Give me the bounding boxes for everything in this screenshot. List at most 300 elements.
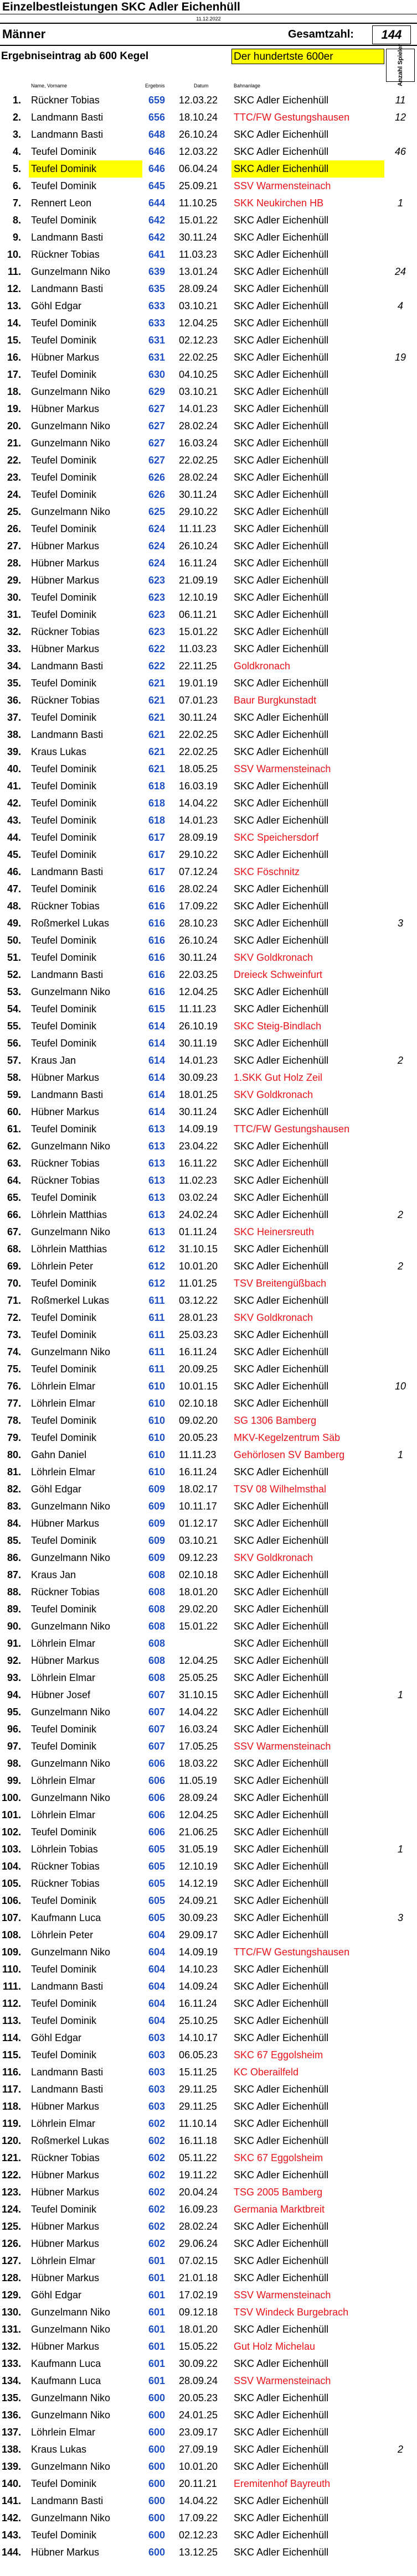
score-cell: 648: [148, 129, 166, 140]
date-cell: 07.01.23: [179, 695, 218, 706]
lane-cell: SKC Adler Eichenhüll: [234, 883, 329, 894]
lane-cell: MKV-Kegelzentrum Säb: [234, 1432, 341, 1443]
player-name-cell: Teufel Dominik: [31, 2478, 97, 2489]
lane-cell: SKC Adler Eichenhüll: [234, 1003, 329, 1014]
rank-cell: 16.: [7, 352, 21, 363]
lane-cell: SKC Adler Eichenhüll: [234, 369, 329, 380]
date-cell: 26.10.24: [179, 540, 218, 551]
table-row: [0, 1961, 417, 1978]
table-row: [0, 1361, 417, 1378]
table-row: [0, 2029, 417, 2047]
table-row: [0, 1206, 417, 1224]
player-name-cell: Landmann Basti: [31, 232, 104, 243]
date-cell: 11.11.23: [179, 1003, 217, 1014]
rank-cell: 127.: [1, 2255, 21, 2266]
rank-cell: 117.: [2, 2084, 21, 2095]
score-cell: 604: [148, 1998, 166, 2009]
rank-cell: 56.: [7, 1038, 21, 1049]
score-cell: 601: [148, 2255, 166, 2266]
lane-cell: Goldkronach: [234, 660, 291, 672]
rank-cell: 13.: [7, 300, 21, 311]
score-cell: 622: [148, 660, 166, 672]
date-cell: 14.04.22: [179, 2495, 218, 2506]
table-row: [0, 1481, 417, 1498]
player-name-cell: Hübner Markus: [31, 2547, 100, 2558]
date-cell: 16.11.22: [179, 1158, 217, 1169]
player-name-cell: Hübner Markus: [31, 2187, 100, 2198]
lane-cell: Gehörlosen SV Bamberg: [234, 1449, 345, 1460]
rank-cell: 105.: [1, 1878, 21, 1889]
table-row: [0, 1326, 417, 1344]
table-row: [0, 2047, 417, 2064]
player-name-cell: Gunzelmann Niko: [31, 986, 111, 997]
rank-cell: 37.: [7, 712, 21, 723]
player-name-cell: Teufel Dominik: [31, 146, 97, 157]
player-count-cell: 2: [397, 2444, 403, 2455]
player-count-cell: 12: [394, 112, 406, 123]
rank-cell: 43.: [7, 815, 21, 826]
score-cell: 608: [148, 1638, 166, 1649]
table-row: [0, 2098, 417, 2115]
rank-cell: 21.: [7, 438, 21, 449]
score-cell: 609: [148, 1518, 166, 1529]
score-cell: 645: [148, 180, 166, 191]
score-cell: 617: [148, 866, 166, 877]
date-cell: 20.11.21: [179, 2478, 217, 2489]
lane-cell: SKC Adler Eichenhüll: [234, 95, 329, 106]
rank-cell: 82.: [7, 1484, 21, 1495]
total-label: Gesamtzahl:: [288, 28, 354, 40]
lane-cell: SKC Adler Eichenhüll: [234, 678, 329, 689]
date-cell: 13.01.24: [179, 266, 218, 277]
player-count-cell: 1: [397, 1844, 403, 1855]
date-cell: 03.10.21: [179, 300, 218, 311]
score-cell: 659: [148, 95, 166, 106]
rank-cell: 45.: [7, 849, 21, 860]
date-cell: 13.12.25: [179, 2547, 218, 2558]
rank-cell: 41.: [7, 780, 21, 792]
player-name-cell: Gunzelmann Niko: [31, 1552, 111, 1563]
lane-cell: SKC Adler Eichenhüll: [234, 1758, 329, 1769]
rank-cell: 32.: [7, 626, 21, 637]
player-name-cell: Rückner Tobias: [31, 2152, 100, 2163]
lane-cell: SKC Adler Eichenhüll: [234, 2358, 329, 2369]
score-cell: 621: [148, 763, 166, 774]
score-cell: 600: [148, 2530, 166, 2541]
score-cell: 616: [148, 935, 166, 946]
date-cell: 25.05.25: [179, 1672, 218, 1683]
score-cell: 623: [148, 575, 166, 586]
date-cell: 30.11.24: [179, 1106, 217, 1117]
player-name-cell: Teufel Dominik: [31, 712, 97, 723]
date-cell: 30.11.24: [179, 489, 217, 500]
table-row: [0, 1241, 417, 1258]
table-row: [0, 1841, 417, 1858]
rank-cell: 90.: [7, 1621, 21, 1632]
date-cell: 16.11.24: [179, 1466, 217, 1477]
lane-cell: SKC Adler Eichenhüll: [234, 300, 329, 311]
rank-cell: 93.: [7, 1672, 21, 1683]
player-name-cell: Teufel Dominik: [31, 798, 97, 809]
table-row: [0, 418, 417, 435]
date-cell: 12.04.25: [179, 1655, 218, 1666]
lane-cell: SKC Adler Eichenhüll: [234, 1964, 329, 1975]
rank-cell: 120.: [1, 2135, 21, 2146]
lane-cell: SKC Adler Eichenhüll: [234, 1106, 329, 1117]
date-cell: 11.10.14: [179, 2118, 217, 2129]
results-table: [0, 92, 417, 2561]
table-row: [0, 932, 417, 949]
date-cell: 29.02.20: [179, 1604, 218, 1615]
score-cell: 600: [148, 2410, 166, 2421]
rank-cell: 96.: [7, 1724, 21, 1735]
subtitle: Ergebniseintrag ab 600 Kegel: [1, 50, 149, 62]
lane-cell: SKC Adler Eichenhüll: [234, 1466, 329, 1477]
table-row: [0, 2064, 417, 2081]
rank-cell: 142.: [1, 2512, 21, 2523]
score-cell: 602: [148, 2135, 166, 2146]
score-cell: 602: [148, 2152, 166, 2163]
player-name-cell: Teufel Dominik: [31, 1415, 97, 1426]
table-row: [0, 2475, 417, 2492]
player-name-cell: Hübner Markus: [31, 2238, 100, 2249]
lane-cell: SKC Adler Eichenhüll: [234, 729, 329, 740]
player-name-cell: Kraus Jan: [31, 1569, 76, 1580]
rank-cell: 86.: [7, 1552, 21, 1563]
player-name-cell: Hübner Markus: [31, 352, 100, 363]
rank-cell: 111.: [2, 1981, 21, 1992]
player-name-cell: Löhrlein Elmar: [31, 2255, 96, 2266]
table-row: [0, 178, 417, 195]
lane-cell: KC Oberailfeld: [234, 2067, 299, 2078]
date-cell: 29.10.22: [179, 849, 218, 860]
score-cell: 646: [148, 163, 166, 174]
rank-cell: 35.: [7, 678, 21, 689]
rank-cell: 108.: [1, 1929, 21, 1940]
score-cell: 616: [148, 952, 166, 963]
table-row: [0, 2544, 417, 2561]
lane-cell: SKC Speichersdorf: [234, 832, 319, 843]
lane-cell: TSV Breitengüßbach: [234, 1278, 327, 1289]
lane-cell: SKC Adler Eichenhüll: [234, 1689, 329, 1700]
score-cell: 600: [148, 2512, 166, 2523]
score-cell: 627: [148, 455, 166, 466]
player-name-cell: Teufel Dominik: [31, 2204, 97, 2215]
player-name-cell: Teufel Dominik: [31, 1998, 97, 2009]
rank-cell: 24.: [7, 489, 21, 500]
score-cell: 611: [148, 1295, 165, 1306]
table-row: [0, 435, 417, 452]
date-cell: 14.01.23: [179, 815, 218, 826]
lane-cell: SKC Adler Eichenhüll: [234, 1775, 329, 1786]
table-row: [0, 1155, 417, 1172]
date-cell: 18.02.17: [179, 1484, 218, 1495]
print-date: 11.12.2022: [196, 16, 221, 22]
rank-cell: 103.: [1, 1844, 21, 1855]
rank-cell: 79.: [7, 1432, 21, 1443]
player-name-cell: Kaufmann Luca: [31, 2358, 101, 2369]
table-row: [0, 709, 417, 726]
score-cell: 644: [148, 197, 166, 209]
score-cell: 621: [148, 712, 166, 723]
table-row: [0, 983, 417, 1001]
lane-cell: SKC Adler Eichenhüll: [234, 780, 329, 792]
score-cell: 601: [148, 2341, 166, 2352]
table-row: [0, 829, 417, 846]
score-cell: 606: [148, 1775, 166, 1786]
rank-cell: 27.: [7, 540, 21, 551]
player-name-cell: Löhrlein Peter: [31, 1261, 94, 1272]
table-row: [0, 881, 417, 898]
date-cell: 28.02.24: [179, 420, 218, 431]
player-name-cell: Hübner Markus: [31, 1106, 100, 1117]
player-name-cell: Teufel Dominik: [31, 1964, 97, 1975]
date-cell: 18.05.25: [179, 763, 218, 774]
score-cell: 601: [148, 2307, 166, 2318]
date-cell: 16.03.24: [179, 1724, 218, 1735]
date-cell: 22.03.25: [179, 969, 218, 980]
player-name-cell: Landmann Basti: [31, 1089, 104, 1100]
score-cell: 610: [148, 1381, 166, 1392]
player-name-cell: Kaufmann Luca: [31, 1912, 101, 1923]
score-cell: 606: [148, 1792, 166, 1803]
rank-cell: 114.: [2, 2032, 21, 2043]
lane-cell: SSV Warmensteinach: [234, 180, 331, 191]
lane-cell: SKC Adler Eichenhüll: [234, 540, 329, 551]
score-cell: 611: [148, 1329, 165, 1340]
lane-cell: SKC Steig-Bindlach: [234, 1021, 322, 1032]
score-cell: 604: [148, 1981, 166, 1992]
table-row: [0, 2458, 417, 2475]
score-cell: 603: [148, 2032, 166, 2043]
rank-cell: 30.: [7, 592, 21, 603]
table-row: [0, 1584, 417, 1601]
date-cell: 09.12.18: [179, 2307, 218, 2318]
player-name-cell: Landmann Basti: [31, 866, 104, 877]
rank-cell: 6.: [12, 180, 21, 191]
rank-cell: 17.: [7, 369, 21, 380]
table-row: [0, 2390, 417, 2407]
date-cell: 18.03.22: [179, 1758, 218, 1769]
player-name-cell: Teufel Dominik: [31, 489, 97, 500]
date-cell: 09.12.23: [179, 1552, 218, 1563]
lane-cell: SKC Adler Eichenhüll: [234, 609, 329, 620]
score-cell: 630: [148, 369, 166, 380]
score-cell: 600: [148, 2547, 166, 2558]
rank-cell: 20.: [7, 420, 21, 431]
score-cell: 626: [148, 472, 166, 483]
rank-cell: 68.: [7, 1243, 21, 1255]
player-count-cell: 3: [397, 1912, 403, 1923]
lane-cell: SKC Adler Eichenhüll: [234, 2169, 329, 2181]
date-cell: 22.02.25: [179, 455, 218, 466]
lane-cell: SKC Adler Eichenhüll: [234, 2410, 329, 2421]
score-cell: 607: [148, 1741, 166, 1752]
rank-cell: 14.: [7, 318, 21, 329]
score-cell: 656: [148, 112, 166, 123]
lane-cell: SKC Adler Eichenhüll: [234, 1895, 329, 1906]
table-row: [0, 1258, 417, 1275]
lane-cell: SKC Adler Eichenhüll: [234, 232, 329, 243]
lane-cell: SKC Adler Eichenhüll: [234, 1981, 329, 1992]
score-cell: 608: [148, 1604, 166, 1615]
lane-cell: SKV Goldkronach: [234, 1089, 313, 1100]
player-count-cell: 24: [394, 266, 406, 277]
date-cell: 26.10.24: [179, 129, 218, 140]
player-name-cell: Landmann Basti: [31, 1981, 104, 1992]
rank-cell: 139.: [1, 2461, 21, 2472]
lane-cell: SKC Adler Eichenhüll: [234, 1209, 329, 1220]
rank-cell: 123.: [1, 2187, 21, 2198]
table-row: [0, 1069, 417, 1086]
score-cell: 614: [148, 1038, 166, 1049]
score-cell: 624: [148, 558, 166, 569]
date-cell: 21.06.25: [179, 1826, 218, 1838]
score-cell: 610: [148, 1432, 166, 1443]
table-row: [0, 2201, 417, 2218]
rank-cell: 61.: [7, 1123, 21, 1135]
table-row: [0, 1292, 417, 1309]
score-cell: 605: [148, 1895, 166, 1906]
lane-cell: SKC Adler Eichenhüll: [234, 1329, 329, 1340]
player-name-cell: Löhrlein Elmar: [31, 1466, 96, 1477]
table-row: [0, 1464, 417, 1481]
score-cell: 601: [148, 2358, 166, 2369]
rank-cell: 110.: [2, 1964, 21, 1975]
lane-cell: SKC Adler Eichenhüll: [234, 2444, 329, 2455]
score-cell: 609: [148, 1535, 166, 1546]
rank-cell: 144.: [1, 2547, 21, 2558]
score-cell: 600: [148, 2461, 166, 2472]
score-cell: 613: [148, 1209, 166, 1220]
player-name-cell: Teufel Dominik: [31, 369, 97, 380]
player-name-cell: Hübner Josef: [31, 1689, 91, 1700]
player-name-cell: Teufel Dominik: [31, 1123, 97, 1135]
table-row: [0, 2527, 417, 2544]
lane-cell: Eremitenhof Bayreuth: [234, 2478, 331, 2489]
date-cell: 17.09.22: [179, 2512, 218, 2523]
player-name-cell: Gunzelmann Niko: [31, 2307, 111, 2318]
player-name-cell: Gunzelmann Niko: [31, 2512, 111, 2523]
date-cell: 29.11.25: [179, 2101, 217, 2112]
lane-cell: SKC Adler Eichenhüll: [234, 266, 329, 277]
lane-cell: SKC Adler Eichenhüll: [234, 1809, 329, 1820]
rank-cell: 116.: [2, 2067, 21, 2078]
player-count-header-label: Anzahl Spieler: [397, 44, 404, 86]
rank-cell: 88.: [7, 1586, 21, 1597]
lane-cell: SKK Neukirchen HB: [234, 197, 324, 209]
table-row: [0, 795, 417, 812]
date-cell: 10.01.20: [179, 2461, 218, 2472]
rank-cell: 107.: [1, 1912, 21, 1923]
score-cell: 605: [148, 1878, 166, 1889]
lane-cell: SKC Adler Eichenhüll: [234, 1672, 329, 1683]
score-cell: 624: [148, 540, 166, 551]
player-name-cell: Teufel Dominik: [31, 1312, 97, 1323]
date-cell: 19.01.19: [179, 678, 218, 689]
score-cell: 612: [148, 1243, 166, 1255]
date-cell: 11.03.23: [179, 643, 217, 654]
table-row: [0, 349, 417, 366]
date-cell: 25.10.25: [179, 2015, 218, 2026]
table-row: [0, 726, 417, 743]
score-cell: 609: [148, 1552, 166, 1563]
player-name-cell: Landmann Basti: [31, 729, 104, 740]
player-name-cell: Teufel Dominik: [31, 1003, 97, 1014]
player-name-cell: Löhrlein Elmar: [31, 1638, 96, 1649]
table-row: [0, 1086, 417, 1104]
player-name-cell: Gunzelmann Niko: [31, 438, 111, 449]
lane-cell: SKC Adler Eichenhüll: [234, 489, 329, 500]
date-cell: 22.02.25: [179, 352, 218, 363]
table-row: [0, 1858, 417, 1875]
table-row: [0, 2150, 417, 2167]
column-header-name: Name, Vorname: [31, 83, 68, 89]
date-cell: 02.10.18: [179, 1398, 218, 1409]
rank-cell: 133.: [1, 2358, 21, 2369]
table-row: [0, 143, 417, 160]
lane-cell: SKC Adler Eichenhüll: [234, 1346, 329, 1357]
score-cell: 608: [148, 1672, 166, 1683]
table-row: [0, 195, 417, 212]
rank-cell: 69.: [7, 1261, 21, 1272]
lane-cell: SKC Adler Eichenhüll: [234, 1826, 329, 1838]
table-row: [0, 2012, 417, 2029]
date-cell: 20.04.24: [179, 2187, 218, 2198]
lane-cell: SKC Adler Eichenhüll: [234, 129, 329, 140]
player-name-cell: Hübner Markus: [31, 558, 100, 569]
lane-cell: SKC Adler Eichenhüll: [234, 712, 329, 723]
table-row: [0, 2115, 417, 2132]
lane-cell: TTC/FW Gestungshausen: [234, 1123, 350, 1135]
player-name-cell: Löhrlein Matthias: [31, 1209, 107, 1220]
date-cell: 14.12.19: [179, 1878, 218, 1889]
score-cell: 618: [148, 815, 166, 826]
score-cell: 608: [148, 1569, 166, 1580]
player-name-cell: Landmann Basti: [31, 2067, 104, 2078]
date-cell: 15.01.22: [179, 215, 218, 226]
player-name-cell: Rückner Tobias: [31, 695, 100, 706]
player-name-cell: Teufel Dominik: [31, 832, 97, 843]
date-cell: 11.11.23: [179, 523, 217, 534]
player-name-cell: Rückner Tobias: [31, 249, 100, 260]
lane-cell: SKC Adler Eichenhüll: [234, 1295, 329, 1306]
lane-cell: SKC Adler Eichenhüll: [234, 1706, 329, 1718]
table-row: [0, 452, 417, 469]
date-cell: 10.11.17: [179, 1501, 217, 1512]
player-name-cell: Teufel Dominik: [31, 592, 97, 603]
date-cell: 16.11.24: [179, 1998, 217, 2009]
table-row: [0, 915, 417, 932]
score-cell: 605: [148, 1844, 166, 1855]
rank-cell: 126.: [1, 2238, 21, 2249]
lane-cell: SKC Adler Eichenhüll: [234, 1878, 329, 1889]
column-header-lane: Bahnanlage: [234, 83, 261, 89]
score-cell: 602: [148, 2238, 166, 2249]
player-name-cell: Landmann Basti: [31, 2495, 104, 2506]
table-row: [0, 1669, 417, 1687]
rank-cell: 76.: [7, 1381, 21, 1392]
lane-cell: SKC Adler Eichenhüll: [234, 335, 329, 346]
score-cell: 610: [148, 1415, 166, 1426]
date-cell: 30.11.19: [179, 1038, 217, 1049]
player-name-cell: Teufel Dominik: [31, 1192, 97, 1203]
lane-cell: SKC Adler Eichenhüll: [234, 2135, 329, 2146]
player-name-cell: Landmann Basti: [31, 129, 104, 140]
player-name-cell: Hübner Markus: [31, 1655, 100, 1666]
date-cell: 30.11.24: [179, 712, 217, 723]
rank-cell: 66.: [7, 1209, 21, 1220]
